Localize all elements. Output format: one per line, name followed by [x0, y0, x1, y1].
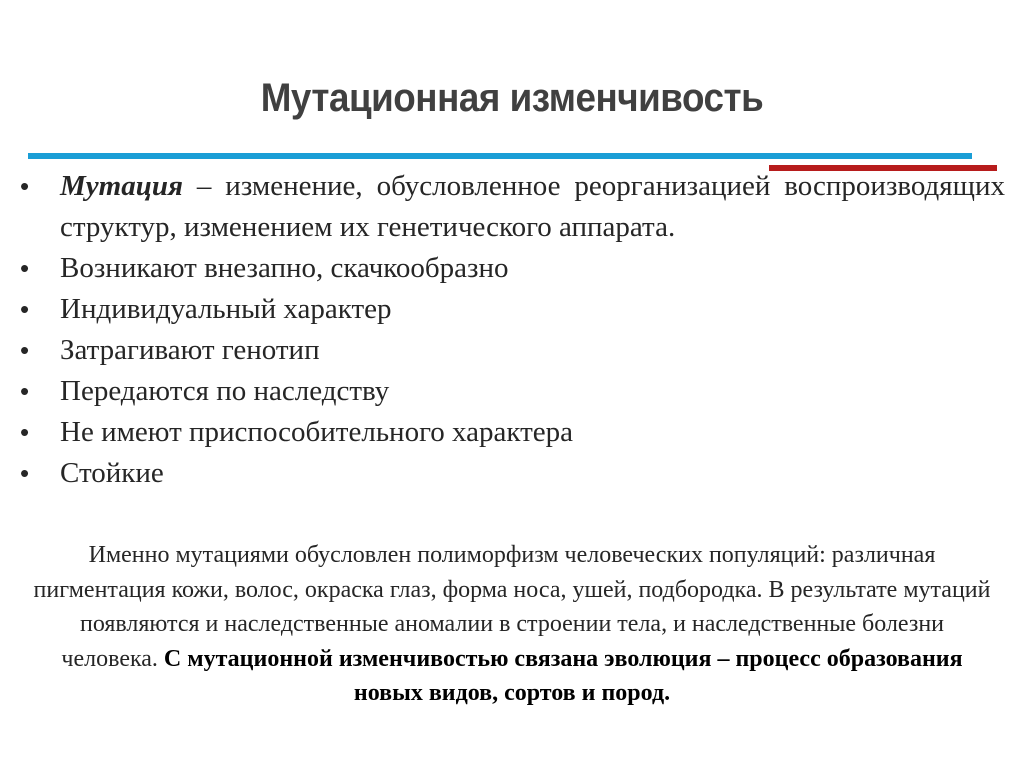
title-underline-blue	[28, 153, 972, 159]
bullet-definition	[20, 166, 1005, 248]
definition-text: – изменение, обусловленное реорганизацией воспроизводящих структур, изменением их генетического аппарата.	[60, 170, 1005, 243]
bullet-item	[20, 289, 1005, 330]
summary-emphasis: С мутационной изменчивостью связана эволюция – процесс образования новых видов, сортов и пород.	[163, 645, 963, 706]
bullet-marker: •	[20, 376, 30, 406]
bullet-text: Не имеют приспособительного характера	[60, 416, 573, 448]
slide-title: Мутационная изменчивость	[260, 76, 764, 120]
summary-text: Именно мутациями обусловлен полиморфизм человеческих популяций: различная пигментация кожи, волос, окраска глаз, форма носа, ушей, подбородка. В результате мутаций появляются и наследственные аномалии в строении тела, и наследственные болезни человека.	[33, 542, 991, 672]
bullet-marker: •	[20, 458, 30, 488]
bullet-item	[20, 412, 1005, 453]
bullet-marker: •	[20, 417, 30, 447]
bullet-text: Возникают внезапно, скачкообразно	[60, 252, 509, 284]
bullet-text: Индивидуальный характер	[60, 293, 392, 325]
bullet-marker: •	[20, 335, 30, 365]
bullet-item	[20, 371, 1005, 412]
bullet-marker: •	[20, 171, 30, 201]
bullet-list	[20, 166, 1005, 494]
summary-paragraph	[30, 538, 994, 711]
bullet-marker: •	[20, 253, 30, 283]
bullet-text: Передаются по наследству	[60, 375, 390, 407]
bullet-item	[20, 330, 1005, 371]
bullet-item	[20, 248, 1005, 289]
bullet-text: Затрагивают генотип	[60, 334, 320, 366]
term-mutation: Мутация	[60, 170, 183, 202]
bullet-marker: •	[20, 294, 30, 324]
bullet-item	[20, 453, 1005, 494]
bullet-text: Стойкие	[60, 457, 164, 489]
